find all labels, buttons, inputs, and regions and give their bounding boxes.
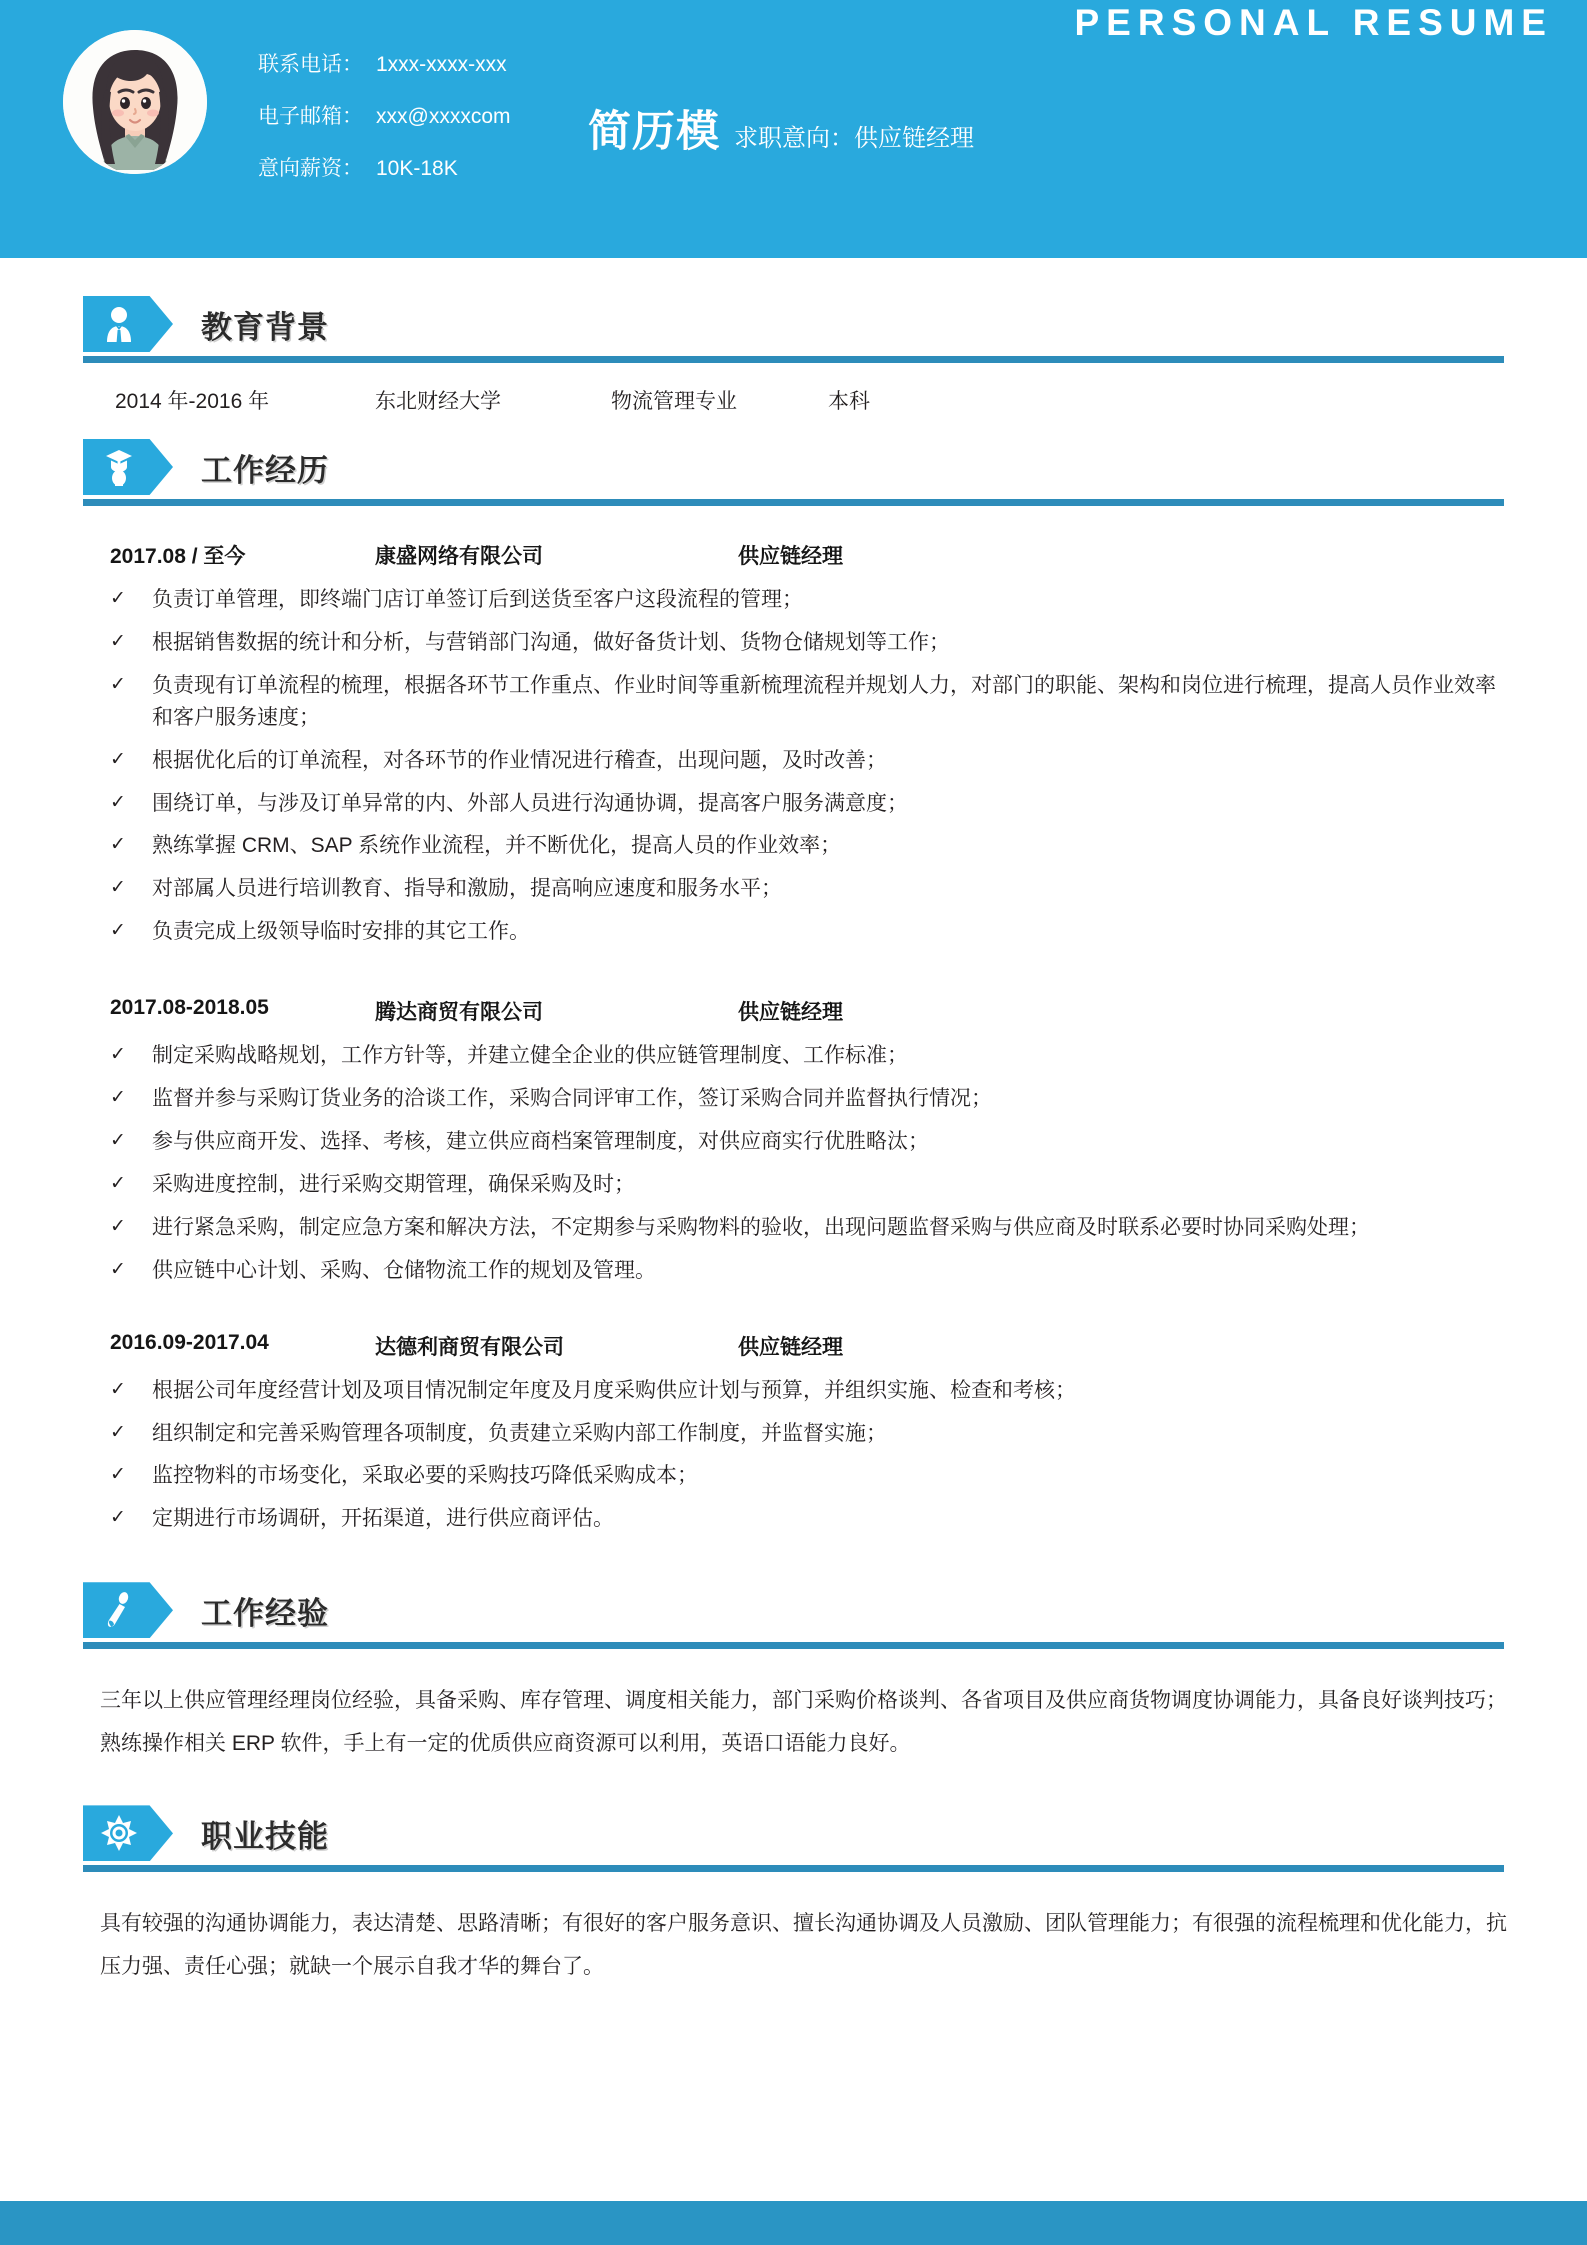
job-objective: 求职意向：供应链经理 <box>734 125 974 152</box>
check-icon: ✓ <box>110 1258 126 1280</box>
contact-row-phone <box>258 48 578 78</box>
list-item-text: 负责订单管理，即终端门店订单签订后到送货至客户这段流程的管理； <box>152 588 803 611</box>
list-item <box>110 745 1509 777</box>
list-item <box>110 1169 1509 1201</box>
list-item-text: 对部属人员进行培训教育、指导和激励，提高响应速度和服务水平； <box>152 877 782 901</box>
section-header-work-experience <box>83 1582 1587 1638</box>
section-header-education <box>83 296 1587 352</box>
education-major: 物流管理专业 <box>611 390 737 413</box>
list-item <box>110 1040 1509 1072</box>
list-item-text: 采购进度控制，进行采购交期管理，确保采购及时； <box>152 1172 635 1196</box>
list-item <box>110 916 1509 948</box>
contact-label-salary: 意向薪资： <box>258 157 363 180</box>
banner-title: PERSONAL RESUME <box>1074 2 1553 43</box>
avatar-illustration <box>63 30 207 174</box>
contact-label-email: 电子邮箱： <box>258 105 363 128</box>
list-item <box>110 584 1509 616</box>
target-icon <box>99 1813 139 1853</box>
check-icon: ✓ <box>110 1507 126 1529</box>
professional-skills-paragraph: 具有较强的沟通协调能力，表达清楚、思路清晰；有很好的客户服务意识、擅长沟通协调及人员激励、团队管理能力；有很强的流程梳理和优化能力，抗压力强、责任心强；就缺一个展示自我才华的舞台了。 <box>100 1912 1507 1979</box>
list-item <box>110 670 1509 734</box>
education-row <box>115 385 1587 415</box>
section-banner-work-experience <box>83 1582 173 1638</box>
list-item <box>110 1255 1509 1287</box>
section-header-professional-skills <box>83 1805 1587 1861</box>
job-company: 达德利商贸有限公司 <box>375 1335 564 1359</box>
page-footer <box>0 2201 1587 2245</box>
check-icon: ✓ <box>110 791 126 813</box>
job-bullets <box>0 1040 1587 1286</box>
list-item <box>110 1083 1509 1115</box>
job-bullets <box>0 1375 1587 1536</box>
education-school: 东北财经大学 <box>375 390 501 413</box>
job-header <box>110 996 1587 1026</box>
check-icon: ✓ <box>110 630 126 652</box>
contact-block <box>258 48 578 204</box>
contact-value-salary: 10K-18K <box>376 157 458 180</box>
job-role: 供应链经理 <box>738 1001 843 1025</box>
list-item <box>110 873 1509 905</box>
section-rule-work-experience <box>83 1642 1504 1649</box>
section-banner-professional-skills <box>83 1805 173 1861</box>
section-rule-professional-skills <box>83 1865 1504 1872</box>
resume-body <box>0 258 1587 1988</box>
section-title-professional-skills: 职业技能 <box>201 1818 329 1854</box>
list-item <box>110 1460 1509 1492</box>
list-item <box>110 1375 1509 1407</box>
check-icon: ✓ <box>110 1378 126 1400</box>
list-item-text: 监督并参与采购订货业务的洽谈工作，采购合同评审工作，签订采购合同并监督执行情况； <box>152 1087 992 1111</box>
job-entry <box>0 540 1587 948</box>
check-icon: ✓ <box>110 1464 126 1486</box>
list-item-text: 根据销售数据的统计和分析，与营销部门沟通，做好备货计划、货物仓储规划等工作； <box>152 630 950 654</box>
list-item-text: 根据公司年度经营计划及项目情况制定年度及月度采购供应计划与预算，并组织实施、检查和考核； <box>152 1378 1076 1402</box>
education-degree: 本科 <box>828 390 870 413</box>
check-icon: ✓ <box>110 920 126 942</box>
check-icon: ✓ <box>110 1129 126 1151</box>
page-header <box>0 0 1587 258</box>
check-icon: ✓ <box>110 1421 126 1443</box>
section-rule-work-history <box>83 499 1504 506</box>
list-item <box>110 1503 1509 1535</box>
microphone-icon <box>99 1590 139 1630</box>
list-item <box>110 788 1509 820</box>
contact-row-email <box>258 100 578 130</box>
check-icon: ✓ <box>110 1172 126 1194</box>
job-bullets <box>0 584 1587 948</box>
check-icon: ✓ <box>110 877 126 899</box>
list-item <box>110 1212 1509 1244</box>
list-item-text: 制定采购战略规划，工作方针等，并建立健全企业的供应链管理制度、工作标准； <box>152 1044 908 1068</box>
job-date: 2017.08-2018.05 <box>110 996 269 1020</box>
job-role: 供应链经理 <box>738 545 843 568</box>
check-icon: ✓ <box>110 834 126 856</box>
check-icon: ✓ <box>110 1044 126 1066</box>
contact-value-phone: 1xxx-xxxx-xxx <box>376 53 507 76</box>
list-item-text: 围绕订单，与涉及订单异常的内、外部人员进行沟通协调，提高客户服务满意度； <box>152 791 908 815</box>
section-header-work-history <box>83 439 1587 495</box>
graduation-cap-icon <box>99 447 139 487</box>
section-banner-education <box>83 296 173 352</box>
contact-label-phone: 联系电话： <box>258 53 363 76</box>
work-experience-paragraph: 三年以上供应管理经理岗位经验，具备采购、库存管理、调度相关能力，部门采购价格谈判、各省项目及供应商货物调度协调能力，具备良好谈判技巧；熟练操作相关 ERP 软件，手上有一定的优质供应商资源可以利用，英语口语能力良好。 <box>100 1689 1507 1756</box>
person-tie-icon <box>99 304 139 344</box>
contact-value-email: xxx@xxxxcom <box>376 105 511 128</box>
job-entry <box>0 1331 1587 1536</box>
job-header <box>110 1331 1587 1361</box>
contact-row-salary <box>258 152 578 182</box>
avatar <box>63 30 207 174</box>
job-role: 供应链经理 <box>738 1335 843 1359</box>
job-header <box>110 540 1587 570</box>
name-and-objective <box>588 98 974 159</box>
person-name: 简历模 <box>588 108 720 156</box>
section-title-education: 教育背景 <box>201 309 329 345</box>
list-item-text: 组织制定和完善采购管理各项制度，负责建立采购内部工作制度，并监督实施； <box>152 1421 887 1445</box>
list-item-text: 供应链中心计划、采购、仓储物流工作的规划及管理。 <box>152 1258 656 1282</box>
job-entry <box>0 996 1587 1286</box>
section-banner-work-history <box>83 439 173 495</box>
list-item-text: 进行紧急采购，制定应急方案和解决方法，不定期参与采购物料的验收，出现问题监督采购与供应商及时联系必要时协同采购处理； <box>152 1215 1370 1239</box>
job-company: 腾达商贸有限公司 <box>375 1001 543 1025</box>
list-item-text: 监控物料的市场变化，采取必要的采购技巧降低采购成本； <box>152 1464 698 1488</box>
list-item-text: 定期进行市场调研，开拓渠道，进行供应商评估。 <box>152 1507 614 1531</box>
list-item-text: 参与供应商开发、选择、考核，建立供应商档案管理制度，对供应商实行优胜略汰； <box>152 1129 929 1153</box>
education-years: 2014 年-2016 年 <box>115 390 270 413</box>
list-item-text: 负责现有订单流程的梳理，根据各环节工作重点、作业时间等重新梳理流程并规划人力，对部门的职能、架构和岗位进行梳理，提高人员作业效率和客户服务速度； <box>152 673 1496 729</box>
list-item-text: 根据优化后的订单流程，对各环节的作业情况进行稽查，出现问题，及时改善； <box>152 748 887 772</box>
section-title-work-history: 工作经历 <box>201 452 329 488</box>
check-icon: ✓ <box>110 588 126 609</box>
check-icon: ✓ <box>110 673 126 695</box>
list-item <box>110 627 1509 659</box>
section-rule-education <box>83 356 1504 363</box>
list-item <box>110 1126 1509 1158</box>
check-icon: ✓ <box>110 1215 126 1237</box>
job-date: 2017.08 / 至今 <box>110 545 246 568</box>
section-title-work-experience: 工作经验 <box>201 1595 329 1631</box>
job-company: 康盛网络有限公司 <box>375 545 543 568</box>
list-item-text: 负责完成上级领导临时安排的其它工作。 <box>152 920 530 944</box>
check-icon: ✓ <box>110 748 126 770</box>
list-item <box>110 830 1509 862</box>
job-date: 2016.09-2017.04 <box>110 1330 269 1354</box>
check-icon: ✓ <box>110 1087 126 1109</box>
list-item-text: 熟练掌握 CRM、SAP 系统作业流程，并不断优化，提高人员的作业效率； <box>152 834 842 858</box>
list-item <box>110 1418 1509 1450</box>
